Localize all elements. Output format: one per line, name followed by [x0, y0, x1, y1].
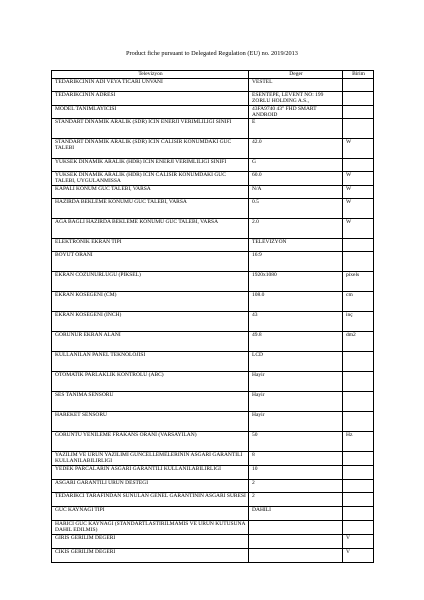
row-label: GIRIS GERILIM DEGERI — [52, 534, 249, 548]
row-label: GORUNTU YENILEME FRAKANS ORANI (VARSAYILAN) — [52, 431, 249, 451]
row-label: MODEL TANIMLAYICISI — [52, 105, 249, 119]
row-label: EKRAN KOSEGENI (CM) — [52, 291, 249, 311]
row-value: LCD — [249, 351, 343, 371]
row-unit — [343, 351, 374, 371]
row-label: YEDEK PARCALARIN ASGARI GARANTILI KULLANILABILIRLIGI — [52, 465, 249, 479]
row-unit — [343, 506, 374, 520]
row-unit: inç — [343, 311, 374, 331]
table-row — [52, 139, 374, 159]
row-value: 50 — [249, 431, 343, 451]
table-row — [52, 451, 374, 465]
header-televizyon: Televizyon — [52, 71, 249, 79]
row-unit — [343, 92, 374, 106]
row-label: HARICI GUC KAYNAGI (STANDARTLASTIRILMAMIS VE URUN KUTUSUNA DAHIL EDILMIS) — [52, 520, 249, 534]
row-unit — [343, 465, 374, 479]
table-row — [52, 391, 374, 411]
row-value: 43FA9740 43" FHD SMART ANDROID — [249, 105, 343, 119]
table-header-row — [52, 71, 374, 79]
table-row — [52, 431, 374, 451]
row-unit — [343, 520, 374, 534]
row-value: 0.5 — [249, 198, 343, 218]
row-value: 2.0 — [249, 218, 343, 238]
row-value: Hayir — [249, 371, 343, 391]
row-label: KULLANILAN PANEL TEKNOLOJISI — [52, 351, 249, 371]
row-unit — [343, 119, 374, 139]
row-label: SES TANIMA SENSORU — [52, 391, 249, 411]
row-label: YAZILIM VE URUN YAZILIMI GUNCELLEMELERININ ASGARI GARANTILI KULLANILABILIRLIGI — [52, 451, 249, 465]
table-row — [52, 251, 374, 271]
row-value: 49.8 — [249, 331, 343, 351]
row-value: 108.0 — [249, 291, 343, 311]
table-row — [52, 105, 374, 119]
row-value: 2 — [249, 492, 343, 506]
table-row — [52, 351, 374, 371]
row-label: YUKSEK DINAMIK ARALIK (HDR) ICIN ENERJI VERIMLILIGI SINIFI — [52, 159, 249, 172]
row-label: TEDARIKCI TARAFINDAN SUNULAN GENEL GARANTININ ASGARI SURESI — [52, 492, 249, 506]
row-value: 16:9 — [249, 251, 343, 271]
row-unit: Hz — [343, 431, 374, 451]
row-unit: pixels — [343, 271, 374, 291]
row-value: TELEVIZYON — [249, 238, 343, 251]
table-row — [52, 271, 374, 291]
row-unit — [343, 79, 374, 92]
row-value: Hayir — [249, 411, 343, 431]
row-label: YUKSEK DINAMIK ARALIK (HDR) ICIN CALISIR KONUMDAKI GUC TALEBI, UYGULANMISSA — [52, 172, 249, 186]
row-label: EKRAN KOSEGENI (INCH) — [52, 311, 249, 331]
table-row — [52, 465, 374, 479]
row-value: 10 — [249, 465, 343, 479]
row-value: Hayir — [249, 391, 343, 411]
table-row — [52, 479, 374, 492]
row-label: ASGARI GARANTILI URUN DESTEGI — [52, 479, 249, 492]
row-value — [249, 534, 343, 548]
row-label: ELEKTRONIK EKRAN TIPI — [52, 238, 249, 251]
row-unit — [343, 479, 374, 492]
row-label: GORUNUR EKRAN ALANI — [52, 331, 249, 351]
table-row — [52, 291, 374, 311]
table-row — [52, 331, 374, 351]
row-label: KAPALI KONUM GUC TALEBI, VARSA — [52, 185, 249, 198]
row-unit: W — [343, 218, 374, 238]
row-label: GUC KAYNAGI TIPI — [52, 506, 249, 520]
table-row — [52, 172, 374, 186]
table-row — [52, 520, 374, 534]
row-label: HAREKET SENSORU — [52, 411, 249, 431]
table-row — [52, 311, 374, 331]
row-unit: cm — [343, 291, 374, 311]
row-label: TEDARIKCININ ADI VEYA TICARI UNVANI — [52, 79, 249, 92]
row-label: OTOMATIK PARLAKLIK KONTROLU (ABC) — [52, 371, 249, 391]
row-label: STANDART DINAMIK ARALIK (SDR) ICIN ENERJI VERIMLILIGI SINIFI — [52, 119, 249, 139]
table-row — [52, 411, 374, 431]
row-label: TEDARIKCININ ADRESI — [52, 92, 249, 106]
header-birim: Birim — [343, 71, 374, 79]
row-label: CIKIS GERILIM DEGERI — [52, 548, 249, 562]
table-row — [52, 119, 374, 139]
row-value: 1920x1080 — [249, 271, 343, 291]
row-label: BOYUT ORANI — [52, 251, 249, 271]
table-row — [52, 371, 374, 391]
row-unit: dm2 — [343, 331, 374, 351]
row-unit — [343, 492, 374, 506]
row-unit — [343, 391, 374, 411]
row-unit — [343, 238, 374, 251]
row-unit — [343, 105, 374, 119]
row-unit: V — [343, 534, 374, 548]
row-value: 2 — [249, 479, 343, 492]
row-value: 42.0 — [249, 139, 343, 159]
row-unit: W — [343, 172, 374, 186]
table-row — [52, 159, 374, 172]
row-unit — [343, 371, 374, 391]
table-row — [52, 185, 374, 198]
table-row — [52, 218, 374, 238]
row-value: N/A — [249, 185, 343, 198]
row-value: VESTEL — [249, 79, 343, 92]
row-value: G — [249, 159, 343, 172]
product-fiche-table — [51, 70, 374, 563]
row-label: AGA BAGLI HAZIRDA BEKLEME KONUMU GUC TALEBI, VARSA — [52, 218, 249, 238]
row-unit — [343, 451, 374, 465]
table-row — [52, 548, 374, 562]
row-unit — [343, 159, 374, 172]
row-value: 8 — [249, 451, 343, 465]
row-value — [249, 520, 343, 534]
row-unit — [343, 411, 374, 431]
row-label: EKRAN COZUNURLUGU (PIKSEL) — [52, 271, 249, 291]
row-unit: V — [343, 548, 374, 562]
row-unit — [343, 251, 374, 271]
table-row — [52, 534, 374, 548]
row-value: E — [249, 119, 343, 139]
header-deger: Deger — [249, 71, 343, 79]
row-value: 60.0 — [249, 172, 343, 186]
row-value — [249, 548, 343, 562]
row-unit: W — [343, 185, 374, 198]
row-unit: W — [343, 198, 374, 218]
table-row — [52, 492, 374, 506]
table-row — [52, 79, 374, 92]
row-value: ESENTEPE, LEVENT NO: 199 ZORLU HOLDING A.S., — [249, 92, 343, 106]
row-value: 43 — [249, 311, 343, 331]
row-label: HAZIRDA BEKLEME KONUMU GUC TALEBI, VARSA — [52, 198, 249, 218]
row-label: STANDART DINAMIK ARALIK (SDR) ICIN CALISIR KONUMDAKI GUC TALEBI — [52, 139, 249, 159]
table-row — [52, 92, 374, 106]
row-unit: W — [343, 139, 374, 159]
table-row — [52, 198, 374, 218]
table-row — [52, 238, 374, 251]
table-row — [52, 506, 374, 520]
row-value: DAHILI — [249, 506, 343, 520]
page-title: Product fiche pursuant to Delegated Regulation (EU) no. 2019/2013 — [126, 50, 298, 57]
